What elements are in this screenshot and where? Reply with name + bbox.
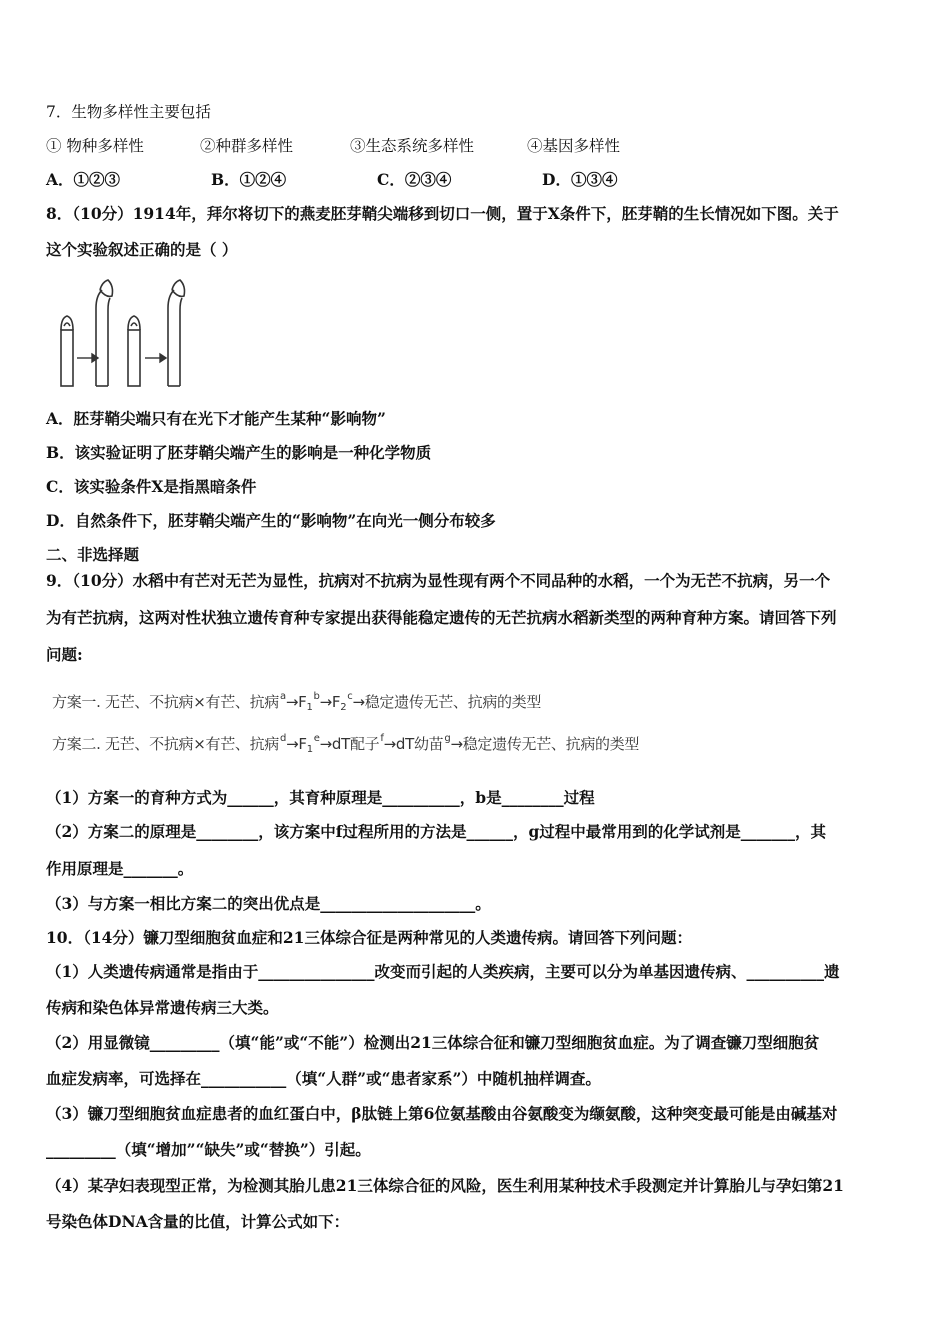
step-e: e [313, 733, 320, 744]
q9-stem-line3: 问题: [46, 645, 83, 664]
q10-sub3-line2: _________（填“增加”“缺失”或“替换”）引起。 [46, 1140, 371, 1159]
f1-sub: 1 [306, 744, 313, 755]
q9-stem-line2: 为有芒抗病，这两对性状独立遗传育种专家提出获得能稳定遗传的无芒抗病水稻新类型的两种育种方案。请回答下列 [46, 608, 837, 627]
q7-item-2: ②种群多样性 [200, 137, 294, 155]
q10-sub1-line2: 传病和染色体异常遗传病三大类。 [46, 998, 279, 1017]
step-c: c [347, 691, 353, 702]
q10-sub3-line1: （3）镰刀型细胞贫血症患者的血红蛋白中，β肽链上第6位氨基酸由谷氨酸变为缬氨酸，这种突变最可能是由碱基对 [46, 1104, 838, 1123]
q8-stem-line2: 这个实验叙述正确的是（ ） [46, 240, 238, 259]
q7-item-4: ④基因多样性 [527, 137, 621, 155]
coleoptile-2 [96, 280, 113, 386]
q9-sub2-line1: （2）方案二的原理是________，该方案中f过程所用的方法是______，g过程中最常用到的化学试剂是_______，其 [46, 822, 827, 841]
q9-sub2-line2: 作用原理是_______。 [46, 859, 194, 878]
q7-item-3: ③生态系统多样性 [350, 137, 475, 155]
q9-sub3: （3）与方案一相比方案二的突出优点是____________________。 [46, 894, 491, 913]
q9-stem-line1: 9．（10分）水稻中有芒对无芒为显性，抗病对不抗病为显性现有两个不同品种的水稻，一个为无芒不抗病，另一个 [46, 571, 831, 590]
arrow-2 [145, 354, 166, 362]
q8-option-d: D．自然条件下，胚芽鞘尖端产生的“影响物”在向光一侧分布较多 [46, 511, 496, 530]
q7-choice-b: B．①②④ [211, 170, 287, 189]
f1-sub: 1 [306, 702, 313, 713]
q10-sub2-line1: （2）用显微镜_________（填“能”或“不能”）检测出21三体综合征和镰刀型细胞贫血症。为了调查镰刀型细胞贫 [46, 1033, 820, 1052]
f1: F [298, 735, 307, 753]
q7-choice-a: A．①②③ [46, 170, 121, 189]
scheme2-lead: 方案二. 无芒、不抗病×有芒、抗病 [52, 735, 280, 753]
q8-option-a: A．胚芽鞘尖端只有在光下才能产生某种“影响物” [46, 409, 386, 428]
f1: F [298, 693, 307, 711]
coleoptile-4 [168, 280, 185, 386]
q8-option-b: B．该实验证明了胚芽鞘尖端产生的影响是一种化学物质 [46, 443, 432, 462]
f2-sub: 2 [340, 702, 347, 713]
q10-sub4-line1: （4）某孕妇表现型正常，为检测其胎儿患21三体综合征的风险，医生利用某种技术手段测定并计算胎儿与孕妇第21 [46, 1176, 844, 1195]
q10-stem: 10．（14分）镰刀型细胞贫血症和21三体综合征是两种常见的人类遗传病。请回答下列问题： [46, 928, 692, 947]
section-title: 二、非选择题 [46, 545, 140, 564]
q10-sub2-line2: 血症发病率，可选择在___________（填“人群”或“患者家系”）中随机抽样调查。 [46, 1069, 601, 1088]
coleoptile-3 [128, 316, 140, 386]
q8-option-c: C．该实验条件X是指黑暗条件 [46, 477, 257, 496]
step-g: g [444, 733, 451, 744]
scheme1-tail: 稳定遗传无芒、抗病的类型 [364, 693, 542, 711]
dt-gamete: dT配子 [331, 735, 380, 753]
q7-item-1: ① 物种多样性 [46, 137, 144, 155]
q10-sub4-line2: 号染色体DNA含量的比值，计算公式如下： [46, 1212, 350, 1231]
coleoptile-1 [61, 316, 73, 386]
q7-choice-c: C．②③④ [377, 170, 452, 189]
q8-stem-line1: 8．（10分）1914年，拜尔将切下的燕麦胚芽鞘尖端移到切口一侧，置于X条件下，胚芽鞘的生长情况如下图。关于 [46, 204, 839, 223]
q10-sub1-line1: （1）人类遗传病通常是指由于_______________改变而引起的人类疾病，主要可以分为单基因遗传病、__________遗 [46, 962, 840, 981]
f2: F [331, 693, 341, 711]
step-b: b [313, 691, 320, 702]
scheme-one: 方案一. 无芒、不抗病×有芒、抗病$^a\to F_1^b\to F_2^c\to$稳定遗传无芒、抗病的类型 [52, 691, 542, 713]
step-f: f [380, 733, 384, 744]
step-a: a [280, 691, 286, 702]
q9-sub1: （1）方案一的育种方式为______，其育种原理是__________，b是________过程 [46, 788, 595, 807]
coleoptile-figure [56, 278, 196, 390]
scheme1-lead: 方案一. 无芒、不抗病×有芒、抗病 [52, 693, 280, 711]
arrow-1 [77, 354, 98, 362]
q7-stem: 7．生物多样性主要包括 [46, 103, 211, 121]
q7-choice-d: D．①③④ [542, 170, 618, 189]
scheme-two: 方案二. 无芒、不抗病×有芒、抗病$^d\to F_1^e\to dT$配子$^f$→dT幼苗$^g$→稳定遗传无芒、抗病的类型 [52, 733, 640, 755]
step-d: d [280, 733, 287, 744]
dt-seedling: dT幼苗 [395, 735, 444, 753]
scheme2-tail: 稳定遗传无芒、抗病的类型 [462, 735, 640, 753]
